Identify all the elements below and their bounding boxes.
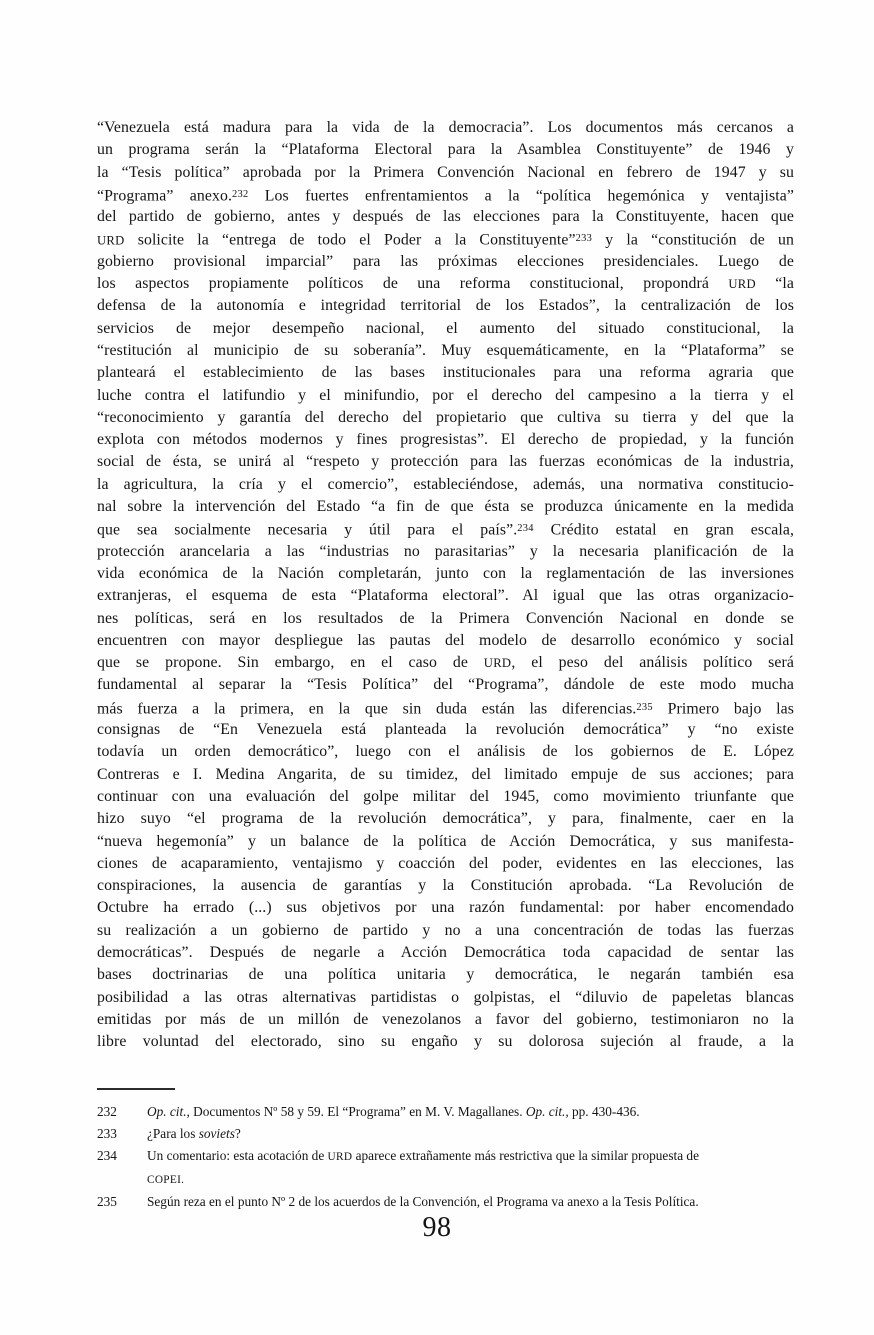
footnote-list: [97, 1101, 794, 1213]
text-run: emitidas por más de un millón de venezolanos a favor del gobierno, testimoniaron no la: [97, 1010, 794, 1028]
text-run: fundamental al separar la “Tesis Política” del “Programa”, dándole de este modo mucha: [97, 676, 794, 694]
text-line: [97, 608, 794, 630]
footnote: [97, 1123, 794, 1145]
footnote: [97, 1145, 794, 1191]
text-run: protección arancelaria a las “industrias no parasitarias” y la necesaria planificación de la: [97, 542, 794, 560]
text-line: [97, 139, 794, 161]
text-run: pp. 430-436.: [568, 1104, 640, 1119]
text-line: [97, 451, 794, 473]
text-line: [97, 407, 794, 429]
text-run: Los fuertes enfrentamientos a la “política hegemónica y ventajista”: [248, 187, 794, 205]
text-run: “Programa” anexo.: [97, 187, 232, 205]
footnote-ref: 234: [517, 523, 534, 535]
text-line: [97, 764, 794, 786]
text-line: [97, 652, 794, 674]
text-run: defensa de la autonomía e integridad territorial de los Estados”, la centralización de los: [97, 297, 794, 315]
text-run: , el peso del análisis político será: [511, 654, 794, 672]
text-line: [97, 875, 794, 897]
text-run: luche contra el latifundio y el minifundio, por el derecho del campesino a la tierra y el: [97, 386, 794, 404]
text-run: Crédito estatal en gran escala,: [533, 521, 794, 539]
text-run: nal sobre la intervención del Estado “a fin de que ésta se produzca únicamente en la medida: [97, 498, 794, 516]
text-run: hizo suyo “el programa de la revolución democrática”, y para, finalmente, caer en la: [97, 810, 794, 828]
text-line: [97, 853, 794, 875]
footnote-ref: 232: [232, 188, 249, 200]
text-run: URD: [327, 1151, 353, 1163]
footnote-separator: [97, 1088, 175, 1090]
text-run: Op. cit.,: [147, 1104, 190, 1119]
footnote-number: 232: [97, 1104, 117, 1119]
footnote: [97, 1101, 794, 1123]
text-run: Un comentario: esta acotación de: [147, 1148, 328, 1163]
text-run: URD: [483, 656, 512, 671]
text-line: [97, 674, 794, 696]
text-run: más fuerza a la primera, en la que sin duda están las diferencias.: [97, 700, 637, 718]
text-run: consignas de “En Venezuela está planteada la revolución democrática” y “no existe: [97, 721, 794, 739]
text-line: [97, 808, 794, 830]
text-line: [97, 228, 794, 250]
text-run: Octubre ha errado (...) sus objetivos por una razón fundamental: por haber encomendado: [97, 899, 794, 917]
text-run: que se propone. Sin embargo, en el caso de: [97, 654, 484, 672]
text-line: [97, 340, 794, 362]
text-line: [97, 786, 794, 808]
text-run: la “Tesis política” aprobada por la Primera Convención Nacional en febrero de 1947 y su: [97, 163, 794, 181]
text-line: [97, 162, 794, 184]
text-line: [97, 964, 794, 986]
text-line: [97, 518, 794, 540]
text-line: [97, 920, 794, 942]
text-run: posibilidad a las otras alternativas partidistas o golpistas, el “diluvio de papeletas blancas: [97, 988, 794, 1006]
text-run: conspiraciones, la ausencia de garantías y la Constitución aprobada. “La Revolución de: [97, 877, 794, 895]
text-run: Contreras e I. Medina Angarita, de su timidez, del limitado empuje de sus acciones; para: [97, 765, 794, 783]
text-run: que sea socialmente necesaria y útil para el país”.: [97, 521, 518, 539]
text-line: [97, 942, 794, 964]
footnote-text: [147, 1145, 794, 1191]
text-line: [97, 630, 794, 652]
text-line: [97, 273, 794, 295]
text-run: servicios de mejor desempeño nacional, el aumento del situado constitucional, la: [97, 319, 794, 337]
text-run: gobierno provisional imparcial” para las próximas elecciones presidenciales. Luego de: [97, 252, 794, 270]
text-line: [97, 184, 794, 206]
footnote-ref: 233: [575, 233, 593, 245]
text-line: [97, 362, 794, 384]
text-run: “nueva hegemonía” y un balance de la política de Acción Democrática, y sus manifesta-: [97, 832, 794, 850]
text-run: todavía un orden democrático”, luego con el análisis de los gobiernos de E. López: [97, 743, 794, 761]
footnote-number: 235: [97, 1194, 117, 1209]
text-run: vida económica de la Nación completarán, junto con la reglamentación de las inversiones: [97, 564, 794, 582]
text-run: Primero bajo las: [652, 700, 795, 718]
text-run: “la: [755, 275, 794, 293]
text-run: ?: [234, 1126, 241, 1141]
text-line: [97, 585, 794, 607]
text-run: Op. cit.,: [525, 1104, 569, 1119]
text-line: [97, 1009, 794, 1031]
footnote-text: [147, 1101, 794, 1123]
text-line: [97, 831, 794, 853]
text-run: “reconocimiento y garantía del derecho del propietario que cultiva su tierra y del que la: [97, 408, 794, 426]
text-run: soviets: [198, 1126, 235, 1141]
text-line: [97, 117, 794, 139]
text-run: explota con métodos modernos y fines progresistas”. El derecho de propiedad, y la función: [97, 431, 794, 449]
text-run: encuentren con mayor despliegue las pautas del modelo de desarrollo económico y social: [97, 631, 794, 649]
text-run: “restitución al municipio de su soberanía”. Muy esquemáticamente, en la “Plataforma” se: [97, 341, 794, 359]
text-run: del partido de gobierno, antes y después de las elecciones para la Constituyente, hacen que: [97, 208, 794, 226]
footnote-text: [147, 1191, 794, 1213]
text-run: democráticas”. Después de negarle a Acción Democrática toda capacidad de sentar las: [97, 943, 794, 961]
text-run: URD: [97, 234, 125, 249]
text-run: ciones de acaparamiento, ventajismo y coacción del poder, evidentes en las elecciones, las: [97, 854, 794, 872]
text-run: planteará el establecimiento de las bases institucionales para una reforma agraria que: [97, 364, 794, 382]
text-line: [97, 1031, 794, 1053]
footnote-number: 234: [97, 1148, 117, 1163]
text-run: aparece extrañamente más restrictiva que la similar propuesta de: [352, 1148, 699, 1163]
text-line: [97, 251, 794, 273]
text-line: [97, 563, 794, 585]
text-run: “Venezuela está madura para la vida de la democracia”. Los documentos más cercanos a: [97, 119, 794, 136]
text-run: los aspectos propiamente políticos de una reforma constitucional, propondrá: [97, 275, 729, 293]
text-run: y la “constitución de un: [592, 232, 795, 250]
text-line: [97, 429, 794, 451]
text-line: [97, 541, 794, 563]
text-line: [97, 496, 794, 518]
text-run: la agricultura, la cría y el comercio”, estableciéndose, además, una normativa constitucio-: [97, 475, 794, 493]
text-run: libre voluntad del electorado, sino su engaño y su dolorosa sujeción al fraude, a la: [97, 1033, 794, 1051]
footnote: [97, 1191, 794, 1213]
footnote-block: [97, 1088, 794, 1213]
text-line: [97, 295, 794, 317]
text-line: [97, 385, 794, 407]
text-run: extranjeras, el esquema de esta “Plataforma electoral”. Al igual que las otras organizacio-: [97, 587, 794, 605]
text-run: ¿Para los: [147, 1126, 199, 1141]
text-run: bases doctrinarias de una política unitaria y democrática, le negarán también esa: [97, 966, 794, 984]
text-line: [97, 897, 794, 919]
text-line: [97, 741, 794, 763]
text-run: nes políticas, será en los resultados de la Primera Convención Nacional en donde se: [97, 609, 794, 627]
page-number: 98: [422, 1212, 452, 1243]
text-run: continuar con una evaluación del golpe militar del 1945, como movimiento triunfante que: [97, 787, 794, 805]
text-line: [97, 987, 794, 1009]
footnote-ref: 235: [636, 701, 653, 713]
text-run: su realización a un gobierno de partido y no a una concentración de todas las fuerzas: [97, 921, 794, 939]
footnote-text: [147, 1123, 794, 1145]
text-line: [97, 474, 794, 496]
text-run: Según reza en el punto Nº 2 de los acuerdos de la Convención, el Programa va anexo a la Tesis Política.: [147, 1194, 699, 1209]
text-line: [97, 206, 794, 228]
text-run: URD: [728, 277, 756, 292]
text-run: social de ésta, se unirá al “respeto y protección para las fuerzas económicas de la industria,: [97, 453, 794, 471]
text-run: solicite la “entrega de todo el Poder a la Constituyente”: [124, 232, 576, 250]
text-line: [97, 719, 794, 741]
text-run: COPEI.: [147, 1174, 185, 1186]
text-run: un programa serán la “Plataforma Electoral para la Asamblea Constituyente” de 1946 y: [97, 141, 794, 159]
text-run: Documentos Nº 58 y 59. El “Programa” en M. V. Magallanes.: [189, 1104, 526, 1119]
body-text: [97, 117, 794, 1053]
text-line: [97, 318, 794, 340]
text-line: [97, 697, 794, 719]
footnote-number: 233: [97, 1126, 117, 1141]
